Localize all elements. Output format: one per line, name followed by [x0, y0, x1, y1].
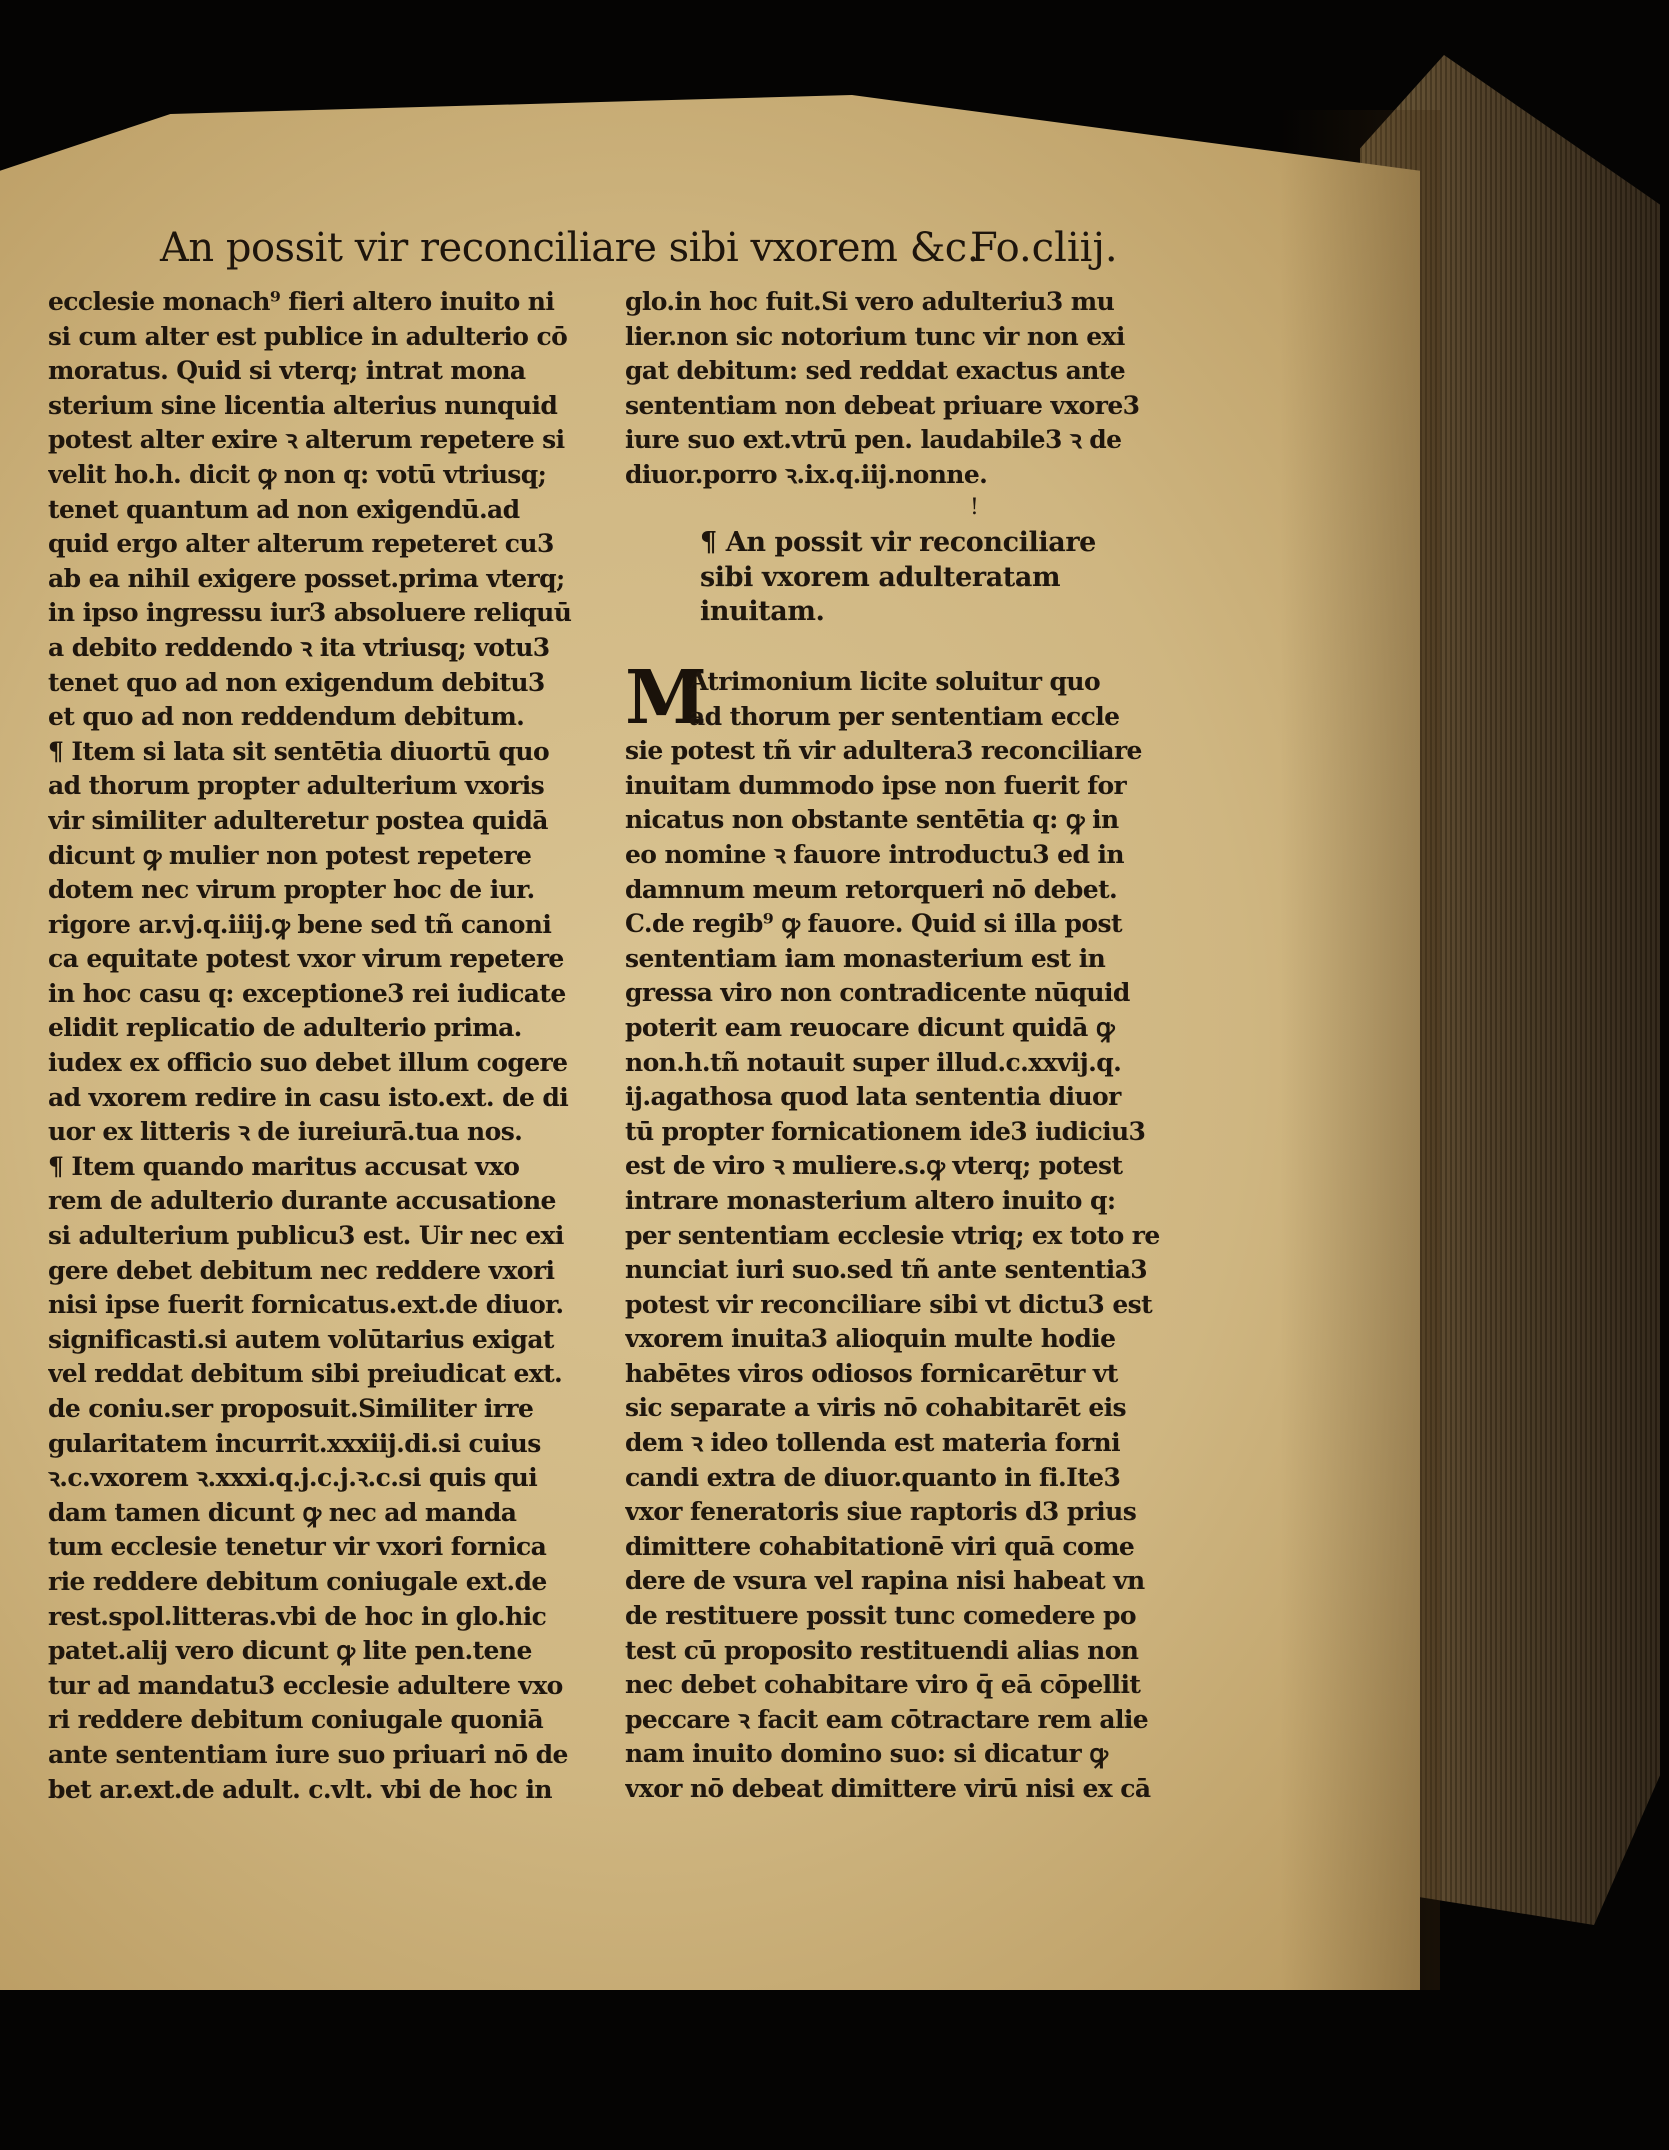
- text-line: test cū proposito restituendi alias non: [625, 1635, 1139, 1665]
- text-line: significasti.si autem volūtarius exigat: [48, 1324, 554, 1354]
- text-line: gat debitum: sed reddat exactus ante: [625, 356, 1126, 386]
- text-line: vxor feneratoris siue raptoris d3 prius: [625, 1497, 1137, 1527]
- text-line: Atrimonium licite soluitur quo: [689, 667, 1101, 696]
- text-line: vel reddat debitum sibi preiudicat ext.: [48, 1359, 563, 1389]
- text-line: dere de vsura vel rapina nisi habeat vn: [625, 1566, 1145, 1596]
- text-line: dicunt ꝙ mulier non potest repetere: [48, 840, 532, 870]
- text-line: ¶ Item si lata sit sentētia diuortū quo: [48, 736, 550, 766]
- text-line: quid ergo alter alterum repeteret cu3: [48, 529, 554, 559]
- text-line: nam inuito domino suo: si dicatur ꝙ: [625, 1739, 1108, 1769]
- chapter-heading: [700, 525, 1096, 629]
- text-line: peccare ꝛ facit eam cōtractare rem alie: [625, 1704, 1149, 1734]
- text-line: de coniu.ser proposuit.Similiter irre: [48, 1394, 534, 1423]
- text-line: diuor.porro ꝛ.ix.q.iij.nonne.: [625, 459, 988, 489]
- text-line: sterium sine licentia alterius nunquid: [48, 390, 558, 420]
- text-line: ꝛ.c.vxorem ꝛ.xxxi.q.j.c.j.ꝛ.c.si quis qui: [48, 1463, 538, 1493]
- text-line: potest vir reconciliare sibi vt dictu3 est: [625, 1289, 1153, 1319]
- text-line: sic separate a viris nō cohabitarēt eis: [625, 1393, 1127, 1423]
- text-line: sententiam non debeat priuare vxore3: [625, 390, 1140, 420]
- text-line: elidit replicatio de adulterio prima.: [48, 1013, 522, 1043]
- text-line: moratus. Quid si vterq; intrat mona: [48, 356, 526, 386]
- text-line: rie reddere debitum coniugale ext.de: [48, 1566, 547, 1596]
- text-line: si cum alter est publice in adulterio cō: [48, 321, 568, 351]
- text-line: glo.in hoc fuit.Si vero adulteriu3 mu: [625, 287, 1115, 316]
- text-line: nunciat iuri suo.sed tñ ante sententia3: [625, 1255, 1148, 1285]
- text-line: per sententiam ecclesie vtriq; ex toto re: [625, 1220, 1160, 1250]
- text-line: tum ecclesie tenetur vir vxori fornica: [48, 1532, 547, 1562]
- text-line: ri reddere debitum coniugale quoniā: [48, 1705, 544, 1735]
- text-line: bet ar.ext.de adult. c.vlt. vbi de hoc in: [48, 1774, 552, 1804]
- text-line: nicatus non obstante sentētia q: ꝙ in: [625, 805, 1119, 835]
- text-line: damnum meum retorqueri nō debet.: [625, 874, 1118, 904]
- text-line: nec debet cohabitare viro q̄ eā cōpellit: [625, 1670, 1141, 1700]
- running-header: [160, 225, 1120, 285]
- text-line: ad vxorem redire in casu isto.ext. de di: [48, 1082, 569, 1112]
- text-line: ¶ Item quando maritus accusat vxo: [48, 1151, 520, 1181]
- left-column: [48, 285, 608, 1807]
- drop-capital: M: [625, 655, 707, 741]
- text-line: nisi ipse fuerit fornicatus.ext.de diuor.: [48, 1290, 564, 1320]
- text-line: vxor nō debeat dimittere virū nisi ex cā: [625, 1774, 1151, 1803]
- text-line: iudex ex officio suo debet illum cogere: [48, 1048, 568, 1078]
- text-line: ij.agathosa quod lata sententia diuor: [625, 1082, 1121, 1112]
- text-line: est de viro ꝛ muliere.s.ꝙ vterq; potest: [625, 1151, 1123, 1181]
- text-line: tur ad mandatu3 ecclesie adultere vxo: [48, 1670, 563, 1700]
- folio-number: Fo.cliij.: [970, 225, 1118, 271]
- page-gutter-shadow: [1280, 110, 1440, 1990]
- text-line: dotem nec virum propter hoc de iur.: [48, 875, 535, 905]
- text-line: ad thorum propter adulterium vxoris: [48, 771, 545, 801]
- running-title: An possit vir reconciliare sibi vxorem &c.: [160, 225, 979, 271]
- text-line: si adulterium publicu3 est. Uir nec exi: [48, 1221, 564, 1251]
- text-line: eo nomine ꝛ fauore introductu3 ed in: [625, 839, 1124, 869]
- text-line: vxorem inuita3 alioquin multe hodie: [625, 1324, 1116, 1354]
- text-line: dem ꝛ ideo tollenda est materia forni: [625, 1428, 1121, 1458]
- text-line: gere debet debitum nec reddere vxori: [48, 1255, 555, 1285]
- text-line: ad thorum per sententiam eccle: [689, 701, 1120, 731]
- text-line: sententiam iam monasterium est in: [625, 943, 1106, 973]
- text-line: vir similiter adulteretur postea quidā: [48, 805, 548, 835]
- heading-line: inuitam.: [700, 596, 825, 628]
- text-line: et quo ad non reddendum debitum.: [48, 702, 525, 732]
- text-line: C.de regib⁹ ꝙ fauore. Quid si illa post: [625, 909, 1122, 939]
- text-line: ante sententiam iure suo priuari nō de: [48, 1739, 568, 1769]
- text-line: in hoc casu q: exceptione3 rei iudicate: [48, 978, 566, 1008]
- text-line: dam tamen dicunt ꝙ nec ad manda: [48, 1497, 517, 1527]
- text-line: habētes viros odiosos fornicarētur vt: [625, 1358, 1118, 1388]
- right-column-body: [625, 655, 1160, 1807]
- right-column-top: [625, 285, 1185, 493]
- text-line: candi extra de diuor.quanto in fi.Ite3: [625, 1462, 1121, 1492]
- text-line: rest.spol.litteras.vbi de hoc in glo.hic: [48, 1601, 547, 1631]
- text-line: ab ea nihil exigere posset.prima vterq;: [48, 563, 565, 593]
- text-line: iure suo ext.vtrū pen. laudabile3 ꝛ de: [625, 425, 1122, 455]
- text-line: patet.alij vero dicunt ꝙ lite pen.tene: [48, 1636, 532, 1666]
- heading-line: ¶ An possit vir reconciliare: [700, 527, 1096, 558]
- heading-line: sibi vxorem adulteratam: [700, 561, 1061, 593]
- text-line: tū propter fornicationem ide3 iudiciu3: [625, 1116, 1146, 1146]
- text-line: tenet quantum ad non exigendū.ad: [48, 494, 520, 524]
- text-line: sie potest tñ vir adultera3 reconciliare: [625, 736, 1142, 766]
- text-line: gressa viro non contradicente nūquid: [625, 978, 1130, 1008]
- text-line: dimittere cohabitationē viri quā come: [625, 1531, 1135, 1561]
- text-line: uor ex litteris ꝛ de iureiurā.tua nos.: [48, 1117, 523, 1147]
- text-line: poterit eam reuocare dicunt quidā ꝙ: [625, 1012, 1115, 1042]
- text-line: rem de adulterio durante accusatione: [48, 1186, 556, 1216]
- text-line: velit ho.h. dicit ꝙ non q: votū vtriusq;: [48, 459, 547, 489]
- text-line: intrare monasterium altero inuito q:: [625, 1185, 1116, 1215]
- text-line: gularitatem incurrit.xxxiij.di.si cuius: [48, 1428, 541, 1458]
- text-line: inuitam dummodo ipse non fuerit for: [625, 770, 1127, 800]
- text-line: non.h.tñ notauit super illud.c.xxvij.q.: [625, 1047, 1122, 1077]
- marginal-mark: !: [970, 495, 979, 520]
- text-line: in ipso ingressu iur3 absoluere reliquū: [48, 598, 572, 628]
- text-line: potest alter exire ꝛ alterum repetere si: [48, 425, 565, 455]
- text-line: lier.non sic notorium tunc vir non exi: [625, 321, 1125, 351]
- text-line: rigore ar.vj.q.iiij.ꝙ bene sed tñ canoni: [48, 909, 552, 939]
- text-line: a debito reddendo ꝛ ita vtriusq; votu3: [48, 632, 550, 662]
- text-line: ca equitate potest vxor virum repetere: [48, 944, 564, 974]
- text-line: de restituere possit tunc comedere po: [625, 1601, 1136, 1631]
- text-line: ecclesie monach⁹ fieri altero inuito ni: [48, 287, 555, 316]
- text-line: tenet quo ad non exigendum debitu3: [48, 667, 545, 697]
